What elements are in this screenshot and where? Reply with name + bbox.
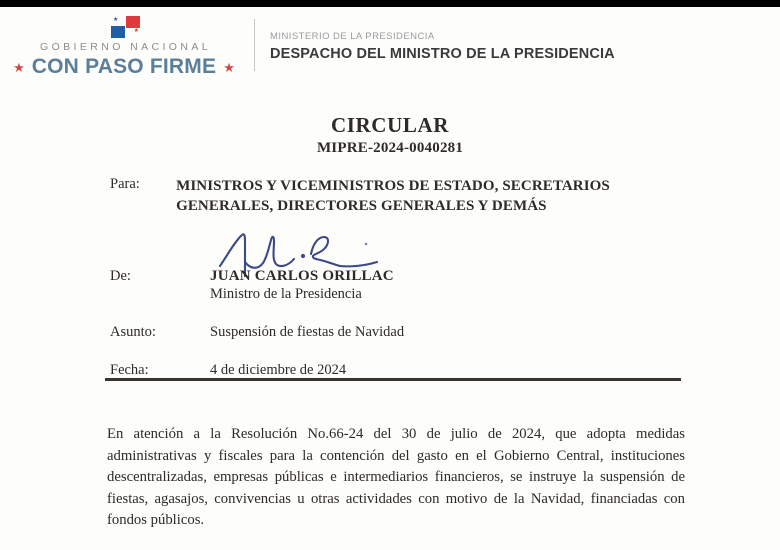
signer-name: JUAN CARLOS ORILLAC	[210, 268, 394, 284]
signer-role: Ministro de la Presidencia	[210, 286, 362, 302]
flag-square-red	[126, 16, 140, 28]
letterhead	[0, 7, 780, 85]
page-title: CIRCULAR	[331, 113, 449, 137]
flag-square-blue	[111, 26, 125, 38]
document-number: MIPRE-2024-0040281	[316, 140, 464, 156]
star-icon: ★	[113, 17, 119, 23]
ministry-name: MINISTERIO DE LA PRESIDENCIA	[270, 31, 435, 42]
field-de-value	[210, 268, 394, 303]
signature-dot	[301, 254, 305, 258]
star-icon: ★	[133, 28, 139, 34]
slogan-text: CON PASO FIRME	[31, 55, 217, 78]
star-icon: ★	[13, 59, 25, 75]
field-para	[110, 176, 710, 216]
body-paragraph: En atención a la Resolución No.66-24 del 30 de julio de 2024, que adopta medidas administrativas y fiscales para la contención del gasto en el Gobierno Central, instituciones descentralizadas, empresas públicas e intermediarios financieros, se instruye la suspensión de fiestas, agasajos, convivencias u otras actividades con motivo de la Navidad, financiadas con fondos públicos.	[107, 426, 685, 528]
top-letterbox-bar	[0, 0, 780, 7]
field-asunto-label: Asunto:	[110, 324, 156, 340]
office-name: DESPACHO DEL MINISTRO DE LA PRESIDENCIA	[270, 46, 615, 62]
signature-speck	[365, 243, 367, 245]
field-de	[110, 268, 630, 303]
panama-flag-squares-icon	[102, 14, 146, 40]
government-brand-block	[0, 7, 248, 79]
field-fecha	[110, 362, 630, 379]
field-fecha-value: 4 de diciembre de 2024	[210, 362, 347, 378]
slogan-line	[0, 55, 248, 79]
field-asunto-value: Suspensión de fiestas de Navidad	[210, 324, 405, 340]
section-divider	[105, 378, 681, 381]
field-asunto	[110, 324, 630, 341]
star-icon: ★	[223, 59, 235, 75]
field-fecha-label: Fecha:	[110, 362, 149, 378]
field-para-value: MINISTROS Y VICEMINISTROS DE ESTADO, SECRETARIOS GENERALES, DIRECTORES GENERALES Y DEMÁS	[176, 178, 610, 214]
ministry-block	[255, 7, 615, 62]
field-para-label: Para:	[110, 176, 140, 192]
government-line: GOBIERNO NACIONAL	[40, 41, 211, 53]
field-de-label: De:	[110, 268, 131, 284]
